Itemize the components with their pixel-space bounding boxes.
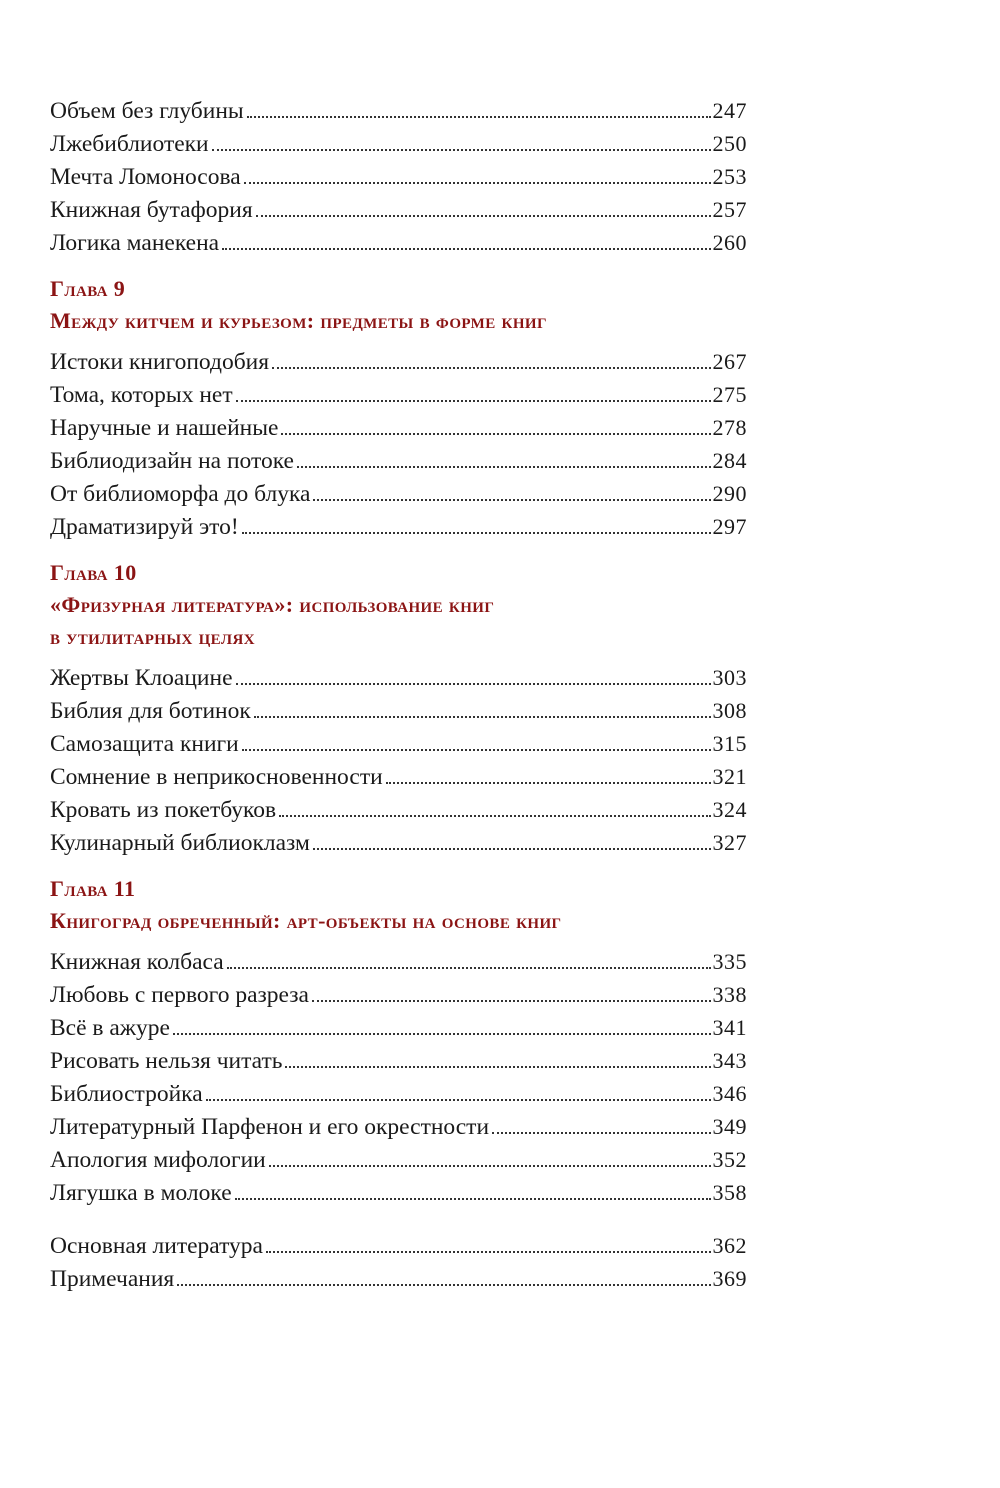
dot-leader (206, 1099, 711, 1101)
toc-entry-page: 327 (712, 830, 747, 855)
dot-leader (235, 1198, 711, 1200)
toc-entry[interactable] (50, 1011, 747, 1044)
toc-entry-page: 352 (712, 1147, 747, 1172)
dot-leader (244, 182, 711, 184)
toc-entry-title: Апология мифологии (50, 1147, 266, 1173)
toc-entry-page: 335 (712, 949, 747, 974)
toc-entry[interactable] (50, 978, 747, 1011)
toc-entry-title: Драматизируй это! (50, 514, 239, 540)
dot-leader (313, 848, 711, 850)
toc-entry-title: Кровать из покетбуков (50, 797, 277, 823)
toc-entry-page: 315 (712, 731, 747, 756)
toc-entry[interactable] (50, 661, 747, 694)
toc-entry-page: 284 (712, 448, 747, 473)
toc-entry[interactable] (50, 477, 747, 510)
dot-leader (297, 466, 711, 468)
toc-entry-title: Сомнение в неприкосновенности (50, 764, 383, 790)
toc-entry-title: Всё в ажуре (50, 1015, 170, 1041)
chapter-10-label: Глава 10 (50, 560, 137, 585)
toc-entry-page: 275 (712, 382, 747, 407)
toc-entry-page: 297 (712, 514, 747, 539)
toc-entry-title: Лжебиблиотеки (50, 131, 209, 157)
chapter-9-title: Между китчем и курьезом: предметы в форме книг (50, 308, 547, 333)
dot-leader (266, 1251, 711, 1253)
toc-entry[interactable] (50, 694, 747, 727)
toc-entry-page: 257 (712, 197, 747, 222)
toc-entry[interactable] (50, 945, 747, 978)
dot-leader (272, 367, 710, 369)
chapter-10-title-line-2: в утилитарных целях (50, 624, 255, 649)
dot-leader (236, 683, 711, 685)
toc-entry-title: Любовь с первого разреза (50, 982, 309, 1008)
toc-entry-page: 267 (712, 349, 747, 374)
dot-leader (312, 1000, 711, 1002)
toc-entry[interactable] (50, 226, 747, 259)
toc-entry[interactable] (50, 826, 747, 859)
toc-entry-page: 343 (712, 1048, 747, 1073)
toc-entry-title: Самозащита книги (50, 731, 239, 757)
toc-entry[interactable] (50, 510, 747, 543)
toc-entry-title: От библиоморфа до блука (50, 481, 311, 507)
toc-entry-page: 278 (712, 415, 747, 440)
toc-entry-title: Объем без глубины (50, 98, 244, 124)
toc-entry[interactable] (50, 1044, 747, 1077)
toc-entry[interactable] (50, 1229, 747, 1262)
toc-entry-title: Библия для ботинок (50, 698, 251, 724)
toc-entry-title: Основная литература (50, 1233, 263, 1259)
toc-entry-title: Наручные и нашейные (50, 415, 279, 441)
toc-entry[interactable] (50, 793, 747, 826)
toc-entry-page: 290 (712, 481, 747, 506)
toc-entry-page: 308 (712, 698, 747, 723)
chapter-9-label: Глава 9 (50, 276, 126, 301)
dot-leader (247, 116, 711, 118)
toc-entry[interactable] (50, 94, 747, 127)
dot-leader (256, 215, 711, 217)
dot-leader (212, 149, 711, 151)
toc-entry-title: Библиодизайн на потоке (50, 448, 294, 474)
toc-entry-page: 247 (712, 98, 747, 123)
dot-leader (177, 1284, 710, 1286)
dot-leader (492, 1132, 710, 1134)
toc-entry[interactable] (50, 444, 747, 477)
toc-entry[interactable] (50, 411, 747, 444)
toc-entry[interactable] (50, 1077, 747, 1110)
dot-leader (285, 1066, 710, 1068)
toc-entry-page: 369 (712, 1266, 747, 1291)
toc-entry[interactable] (50, 727, 747, 760)
toc-entry[interactable] (50, 378, 747, 411)
toc-entry-title: Тома, которых нет (50, 382, 233, 408)
toc-entry-title: Книжная бутафория (50, 197, 253, 223)
toc-entry[interactable] (50, 160, 747, 193)
toc-entry-title: Кулинарный библиоклазм (50, 830, 310, 856)
toc-entry-page: 349 (712, 1114, 747, 1139)
toc-entry-page: 358 (712, 1180, 747, 1205)
dot-leader (242, 532, 711, 534)
toc-entry-page: 324 (712, 797, 747, 822)
toc-entry-title: Логика манекена (50, 230, 220, 256)
dot-leader (222, 248, 710, 250)
dot-leader (279, 815, 710, 817)
toc-entry-title: Литературный Парфенон и его окрестности (50, 1114, 490, 1140)
chapter-10-title-line-1: «Фризурная литература»: использование книг (50, 592, 495, 617)
dot-leader (386, 782, 711, 784)
dot-leader (242, 749, 711, 751)
toc-entry-title: Примечания (50, 1266, 175, 1292)
toc-entry-page: 253 (712, 164, 747, 189)
chapter-11-title: Книгоград обреченный: арт-объекты на основе книг (50, 908, 562, 933)
toc-entry-title: Библиостройка (50, 1081, 203, 1107)
chapter-11-label: Глава 11 (50, 876, 136, 901)
dot-leader (281, 433, 710, 435)
toc-entry-page: 346 (712, 1081, 747, 1106)
toc-entry-title: Истоки книгоподобия (50, 349, 270, 375)
toc-entry[interactable] (50, 760, 747, 793)
toc-entry[interactable] (50, 345, 747, 378)
dot-leader (173, 1033, 711, 1035)
toc-entry[interactable] (50, 1110, 747, 1143)
dot-leader (227, 967, 711, 969)
toc-entry[interactable] (50, 1176, 747, 1209)
toc-entry-page: 341 (712, 1015, 747, 1040)
toc-entry-title: Мечта Ломоносова (50, 164, 241, 190)
toc-entry-page: 250 (712, 131, 747, 156)
toc-entry-title: Лягушка в молоке (50, 1180, 232, 1206)
toc-entry-title: Рисовать нельзя читать (50, 1048, 283, 1074)
table-of-contents (50, 94, 747, 1295)
toc-entry[interactable] (50, 1262, 747, 1295)
toc-entry[interactable] (50, 127, 747, 160)
toc-entry-page: 362 (712, 1233, 747, 1258)
toc-entry-page: 303 (712, 665, 747, 690)
dot-leader (269, 1165, 711, 1167)
toc-entry-title: Жертвы Клоацине (50, 665, 233, 691)
dot-leader (254, 716, 711, 718)
toc-entry-page: 338 (712, 982, 747, 1007)
toc-entry-page: 260 (712, 230, 747, 255)
toc-entry-page: 321 (712, 764, 747, 789)
toc-entry[interactable] (50, 193, 747, 226)
dot-leader (236, 400, 711, 402)
toc-entry-title: Книжная колбаса (50, 949, 224, 975)
toc-entry[interactable] (50, 1143, 747, 1176)
dot-leader (313, 499, 710, 501)
